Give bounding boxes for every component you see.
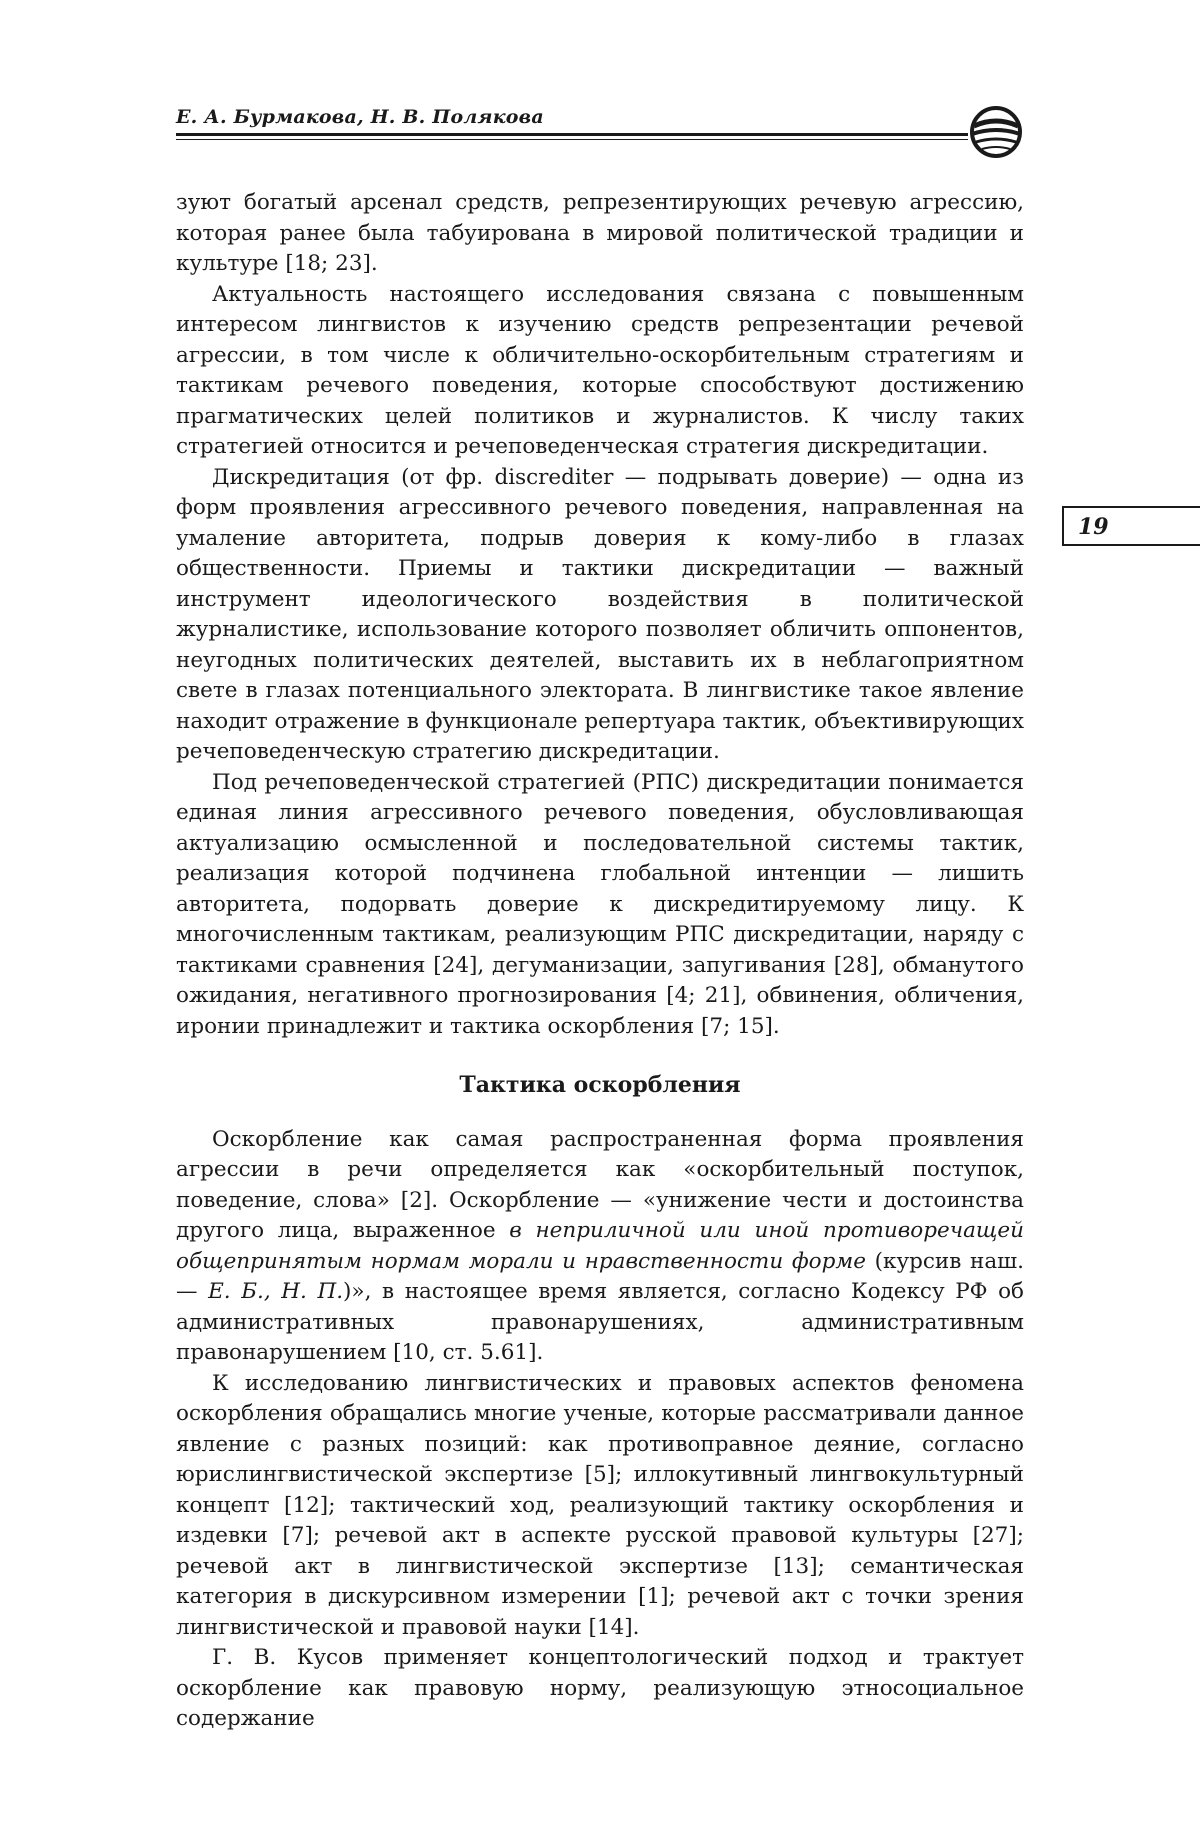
header-rule-thick [176,133,968,136]
text-run: Оскорбление как самая распространенная форма проявления агрессии в речи определяется как «оскорбительный поступок, поведение, слова» [2]. Оскорбление — «унижение чести и достоинства другого лица, выраженное [176,1126,1024,1243]
paragraph: Под речеповеденческой стратегией (РПС) дискредитации понимается единая линия агрессивного речевого поведения, обусловливающая актуализацию осмысленной и последовательной системы тактик, реализация которой подчинена глобальной интенции — лишить авторитета, подорвать доверие к дискредитируемому лицу. К многочисленным тактикам, реализующим РПС дискредитации, наряду с тактиками сравнения [24], дегуманизации, запугивания [28], обманутого ожидания, негативного прогнозирования [4; 21], обвинения, обличения, иронии принадлежит и тактика оскорбления [7; 15]. [176,769,1024,1039]
text-run: )», в настоящее время является, согласно Кодексу РФ об административных правонарушениях, административным правонарушением [10, ст. 5.61]. [176,1279,1024,1365]
paragraph: Г. В. Кусов применяет концептологический подход и трактует оскорбление как правовую норму, реализующую этносоциальное содержание [176,1645,1024,1731]
section-title: Тактика оскорбления [459,1072,741,1098]
running-header-authors: Е. А. Бурмакова, Н. В. Полякова [176,106,544,128]
paragraph-insult-definition [176,1125,1024,1369]
article-body [176,188,1024,1735]
paragraph: Дискредитация (от фр. discrediter — подрывать доверие) — одна из форм проявления агрессивного речевого поведения, направленная на умаление авторитета, подрыв доверия к кому-либо в глазах общественности. Приемы и тактики дискредитации — важный инструмент идеологического воздействия в политической журналистике, использование которого позволяет обличить оппонентов, неугодных политических деятелей, выставить их в неблагоприятном свете в глазах потенциального электората. В лингвистике такое явление находит отражение в функционале репертуара тактик, объективирующих речеповеденческую стратегию дискредитации. [176,464,1024,764]
page-number-box [1062,506,1200,546]
running-header [176,100,1026,160]
header-rule-thin [176,139,968,140]
text-run: (курсив наш. — [176,1248,1024,1304]
paragraph: К исследованию лингвистических и правовых аспектов феномена оскорбления обращались многие ученые, которые рассматривали данное явление с разных позиций: как противоправное деяние, согласно юрислингвистической экспертизе [5]; иллокутивный лингвокультурный концепт [12]; тактический ход, реализующий тактику оскорбления и издевки [7]; речевой акт в аспекте русской правовой культуры [27]; речевой акт в лингвистической экспертизе [13]; семантическая категория в дискурсивном измерении [1]; речевой акт с точки зрения лингвистической и правовой науки [14]. [176,1370,1024,1640]
italic-text-run: Е. Б., Н. П. [208,1279,344,1304]
paragraph: зуют богатый арсенал средств, репрезентирующих речевую агрессию, которая ранее была табуирована в мировой политической традиции и культуре [18; 23]. [176,190,1024,276]
italic-text-run: в неприличной или иной противоречащей общепринятым нормам морали и нравственности форме [176,1218,1024,1274]
paragraph: Актуальность настоящего исследования связана с повышенным интересом лингвистов к изучению средств репрезентации речевой агрессии, в том числе к обличительно-оскорбительным стратегиям и тактикам речевого поведения, которые способствуют достижению прагматических целей политиков и журналистов. К числу таких стратегией относится и речеповеденческая стратегия дискредитации. [176,281,1024,459]
page-number: 19 [1078,514,1109,540]
journal-logo-icon [966,104,1026,160]
